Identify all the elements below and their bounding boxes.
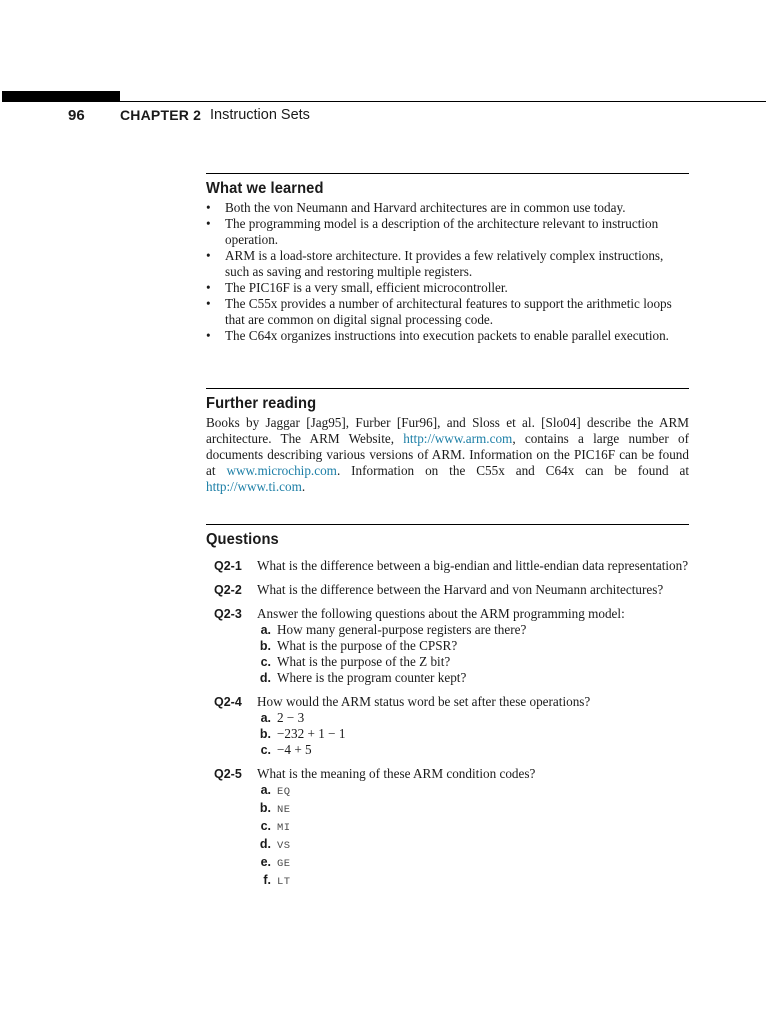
section-rule (206, 388, 689, 389)
condition-code: GE (277, 858, 291, 870)
reading-text: . Information on the C55x and C64x can be found at (336, 463, 689, 478)
sub-item-letter: b. (259, 639, 271, 653)
sub-item-letter: f. (263, 873, 271, 887)
sub-item (257, 854, 689, 872)
sub-item-letter: c. (260, 655, 271, 669)
section-heading-questions: Questions (206, 531, 279, 548)
section-heading-reading: Further reading (206, 395, 317, 412)
sub-item (257, 654, 689, 670)
question (206, 766, 689, 890)
sub-item-letter: d. (259, 837, 271, 851)
reading-paragraph (206, 415, 689, 495)
sub-item (257, 872, 689, 890)
microchip-website-link[interactable]: www.microchip.com (226, 463, 337, 478)
sub-item (257, 782, 689, 800)
chapter-title: Instruction Sets (210, 107, 310, 123)
list-item (206, 280, 689, 296)
list-item-text: Both the von Neumann and Harvard architectures are in common use today. (225, 200, 626, 215)
section-rule (206, 524, 689, 525)
bullet: • (206, 296, 211, 311)
reading-section (206, 388, 689, 495)
question (206, 606, 689, 686)
sub-item-list (257, 622, 689, 686)
list-item-text: The PIC16F is a very small, efficient microcontroller. (225, 280, 508, 295)
sub-item-text: What is the purpose of the CPSR? (277, 638, 458, 653)
condition-code: NE (277, 804, 291, 816)
question (206, 558, 689, 574)
sub-item-text: How many general-purpose registers are there? (277, 622, 527, 637)
sub-item (257, 726, 689, 742)
reading-text: Books by Jaggar [Jag95], Furber [Fur96], and Sloss et al. [Slo04] describe the ARM architecture. The ARM Website, (206, 415, 689, 446)
sub-item-letter: b. (259, 801, 271, 815)
sub-item (257, 622, 689, 638)
sub-item (257, 818, 689, 836)
sub-item (257, 836, 689, 854)
sub-item-letter: d. (259, 671, 271, 685)
sub-item-letter: c. (260, 743, 271, 757)
bullet: • (206, 216, 211, 231)
sub-item-list (257, 710, 689, 758)
bullet: • (206, 200, 211, 215)
sub-item-text: −232 + 1 − 1 (277, 726, 346, 741)
question-number: Q2-1 (214, 559, 242, 573)
question-text: What is the meaning of these ARM condition codes? (257, 766, 536, 781)
sub-item-text: 2 − 3 (277, 710, 305, 725)
chapter-label: CHAPTER 2 (120, 107, 202, 123)
condition-code: LT (277, 876, 291, 888)
list-item (206, 216, 689, 248)
question-number: Q2-2 (214, 583, 242, 597)
header-rule (120, 101, 766, 102)
sub-item (257, 710, 689, 726)
sub-item-text: What is the purpose of the Z bit? (277, 654, 451, 669)
sub-item (257, 800, 689, 818)
question-text: What is the difference between the Harvard and von Neumann architectures? (257, 582, 664, 597)
page-number: 96 (68, 107, 85, 124)
question-number: Q2-4 (214, 695, 242, 709)
question-number: Q2-3 (214, 607, 242, 621)
sub-item-letter: e. (260, 855, 271, 869)
question-number: Q2-5 (214, 767, 242, 781)
list-item-text: The C55x provides a number of architectural features to support the arithmetic loops that are common on digital signal processing code. (225, 296, 672, 327)
sub-item-letter: a. (260, 711, 271, 725)
section-heading-learned: What we learned (206, 180, 324, 197)
list-item (206, 200, 689, 216)
condition-code: EQ (277, 786, 291, 798)
question-text: What is the difference between a big-endian and little-endian data representation? (257, 558, 689, 573)
condition-code: VS (277, 840, 291, 852)
sub-item-letter: c. (260, 819, 271, 833)
question-text: How would the ARM status word be set after these operations? (257, 694, 591, 709)
sub-item-letter: a. (260, 623, 271, 637)
list-item (206, 296, 689, 328)
sub-item-text: −4 + 5 (277, 742, 312, 757)
sub-item-letter: a. (260, 783, 271, 797)
learned-list (206, 200, 689, 344)
bullet: • (206, 328, 211, 343)
reading-text: . (301, 479, 306, 494)
question (206, 582, 689, 598)
bullet: • (206, 248, 211, 263)
list-item (206, 248, 689, 280)
question-text: Answer the following questions about the ARM programming model: (257, 606, 625, 621)
arm-website-link[interactable]: http://www.arm.com (403, 431, 513, 446)
ti-website-link[interactable]: http://www.ti.com (206, 479, 302, 494)
list-item-text: The programming model is a description of the architecture relevant to instruction operation. (225, 216, 659, 247)
sub-item (257, 638, 689, 654)
list-item-text: ARM is a load-store architecture. It provides a few relatively complex instructions, such as saving and restoring multiple registers. (225, 248, 664, 279)
sub-item (257, 670, 689, 686)
list-item (206, 328, 689, 344)
sub-item (257, 742, 689, 758)
reading-text: , contains a large number of documents describing various versions of ARM. Information on the PIC16F can be found at (206, 431, 689, 478)
learned-section (206, 173, 689, 344)
question (206, 694, 689, 758)
questions-section (206, 524, 689, 898)
sub-item-list (257, 782, 689, 890)
list-item-text: The C64x organizes instructions into execution packets to enable parallel execution. (225, 328, 669, 343)
header-bar (2, 91, 120, 102)
sub-item-text: Where is the program counter kept? (277, 670, 467, 685)
section-rule (206, 173, 689, 174)
sub-item-letter: b. (259, 727, 271, 741)
condition-code: MI (277, 822, 291, 834)
bullet: • (206, 280, 211, 295)
